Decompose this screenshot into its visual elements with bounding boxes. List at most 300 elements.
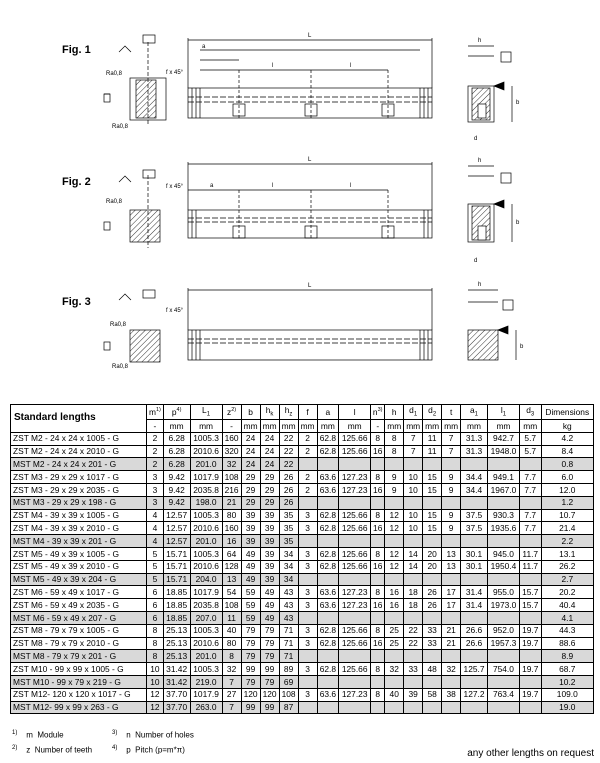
column-header: $z^{2)}$ [222, 405, 241, 420]
table-cell: 8 [371, 663, 385, 676]
table-cell: 21 [442, 637, 461, 650]
table-cell [519, 535, 541, 548]
column-unit: mm [423, 420, 442, 433]
table-cell: 125.66 [339, 624, 371, 637]
table-cell: 31.42 [163, 663, 190, 676]
table-cell: 35 [279, 535, 298, 548]
table-cell: 8 [371, 432, 385, 445]
table-cell: 18.85 [163, 586, 190, 599]
table-cell [298, 701, 317, 714]
fig2-side-view [468, 166, 512, 242]
table-cell [487, 535, 519, 548]
table-cell: 29 [241, 471, 260, 484]
table-cell: 19.7 [519, 688, 541, 701]
table-cell: 125.66 [339, 445, 371, 458]
footnote-1: $^{1)}$ m Module [12, 730, 64, 740]
table-cell: 1017.9 [190, 688, 222, 701]
table-cell: 1017.9 [190, 471, 222, 484]
column-header: h [385, 405, 404, 420]
table-cell: 763.4 [487, 688, 519, 701]
table-cell [339, 496, 371, 509]
table-cell: 26.6 [461, 637, 488, 650]
table-cell [487, 458, 519, 471]
table-cell: 125.66 [339, 509, 371, 522]
table-cell: 16 [371, 445, 385, 458]
table-cell: 19.7 [519, 637, 541, 650]
column-unit: mm [442, 420, 461, 433]
table-cell: 21 [442, 624, 461, 637]
table-cell [442, 496, 461, 509]
table-cell: 7 [404, 432, 423, 445]
table-cell: 37.5 [461, 509, 488, 522]
table-cell: 1948.0 [487, 445, 519, 458]
table-cell: 7.7 [519, 509, 541, 522]
table-cell: 20 [423, 547, 442, 560]
table-cell: 9.42 [163, 483, 190, 496]
column-unit: mm [519, 420, 541, 433]
table-cell: 6.0 [541, 471, 593, 484]
table-cell [519, 650, 541, 663]
table-row [11, 599, 594, 612]
table-cell: 952.0 [487, 624, 519, 637]
table-cell [404, 573, 423, 586]
table-cell: 25.13 [163, 624, 190, 637]
ra-label-4: Ra0,8 [110, 322, 127, 328]
table-cell: 99 [241, 701, 260, 714]
table-cell: 8 [385, 432, 404, 445]
column-unit: mm [163, 420, 190, 433]
footnote-4: $^{4)}$ p Pitch (p=m*π) [112, 745, 185, 755]
table-cell [442, 650, 461, 663]
table-cell [442, 458, 461, 471]
table-row [11, 586, 594, 599]
table-cell: 79 [241, 624, 260, 637]
table-cell: 12 [385, 522, 404, 535]
table-cell: 201.0 [190, 458, 222, 471]
table-cell: 5 [147, 560, 164, 573]
table-cell: 207.0 [190, 611, 222, 624]
table-cell [298, 496, 317, 509]
table-cell: 49 [241, 547, 260, 560]
table-cell: 1005.3 [190, 509, 222, 522]
table-cell: 8 [385, 445, 404, 458]
table-cell: 39 [260, 573, 279, 586]
table-cell: 8 [371, 547, 385, 560]
table-cell: 11.7 [519, 547, 541, 560]
table-cell [371, 701, 385, 714]
table-cell: 2 [147, 445, 164, 458]
table-cell: 1005.3 [190, 663, 222, 676]
table-cell [423, 573, 442, 586]
table-cell: 21.4 [541, 522, 593, 535]
table-cell: 26 [279, 483, 298, 496]
table-row [11, 432, 594, 445]
table-cell: 9 [442, 509, 461, 522]
column-unit: mm [404, 420, 423, 433]
footnote-3: $^{3)}$ n Number of holes [112, 730, 194, 740]
table-cell [385, 573, 404, 586]
table-cell: 99 [260, 663, 279, 676]
table-cell: 930.3 [487, 509, 519, 522]
table-cell [461, 675, 488, 688]
table-cell [442, 573, 461, 586]
table-cell: 8 [371, 509, 385, 522]
column-header: t [442, 405, 461, 420]
column-unit: mm [339, 420, 371, 433]
table-cell: 10 [147, 675, 164, 688]
table-cell: 11 [222, 611, 241, 624]
table-cell: 5 [147, 573, 164, 586]
table-cell: 8 [371, 688, 385, 701]
table-cell: 7 [442, 445, 461, 458]
fig3-rack-view [188, 288, 432, 360]
table-cell: 127.23 [339, 599, 371, 612]
table-cell: 16 [371, 560, 385, 573]
table-cell: 3 [298, 637, 317, 650]
table-row [11, 663, 594, 676]
table-cell: 14 [404, 560, 423, 573]
table-cell: 71 [279, 650, 298, 663]
table-cell: 39 [260, 522, 279, 535]
table-cell [404, 535, 423, 548]
l-label-4: l [350, 183, 352, 189]
table-cell: 68.7 [541, 663, 593, 676]
article-name-cell: ZST M12- 120 x 120 x 1017 - G [11, 688, 147, 701]
table-cell: 3 [298, 560, 317, 573]
table-cell: 43 [279, 586, 298, 599]
table-cell: 2010.6 [190, 522, 222, 535]
ra-label-2: Ra0,8 [112, 124, 129, 130]
article-name-cell: ZST M6 - 59 x 49 x 2035 - G [11, 599, 147, 612]
table-cell: 3 [298, 509, 317, 522]
fig3-side-view [468, 290, 516, 360]
article-name-cell: ZST M10 - 99 x 99 x 1005 - G [11, 663, 147, 676]
table-cell: 87 [279, 701, 298, 714]
table-cell: 79 [260, 675, 279, 688]
table-cell: 5 [147, 547, 164, 560]
table-cell: 7 [222, 701, 241, 714]
table-cell [487, 675, 519, 688]
table-cell: 34 [279, 547, 298, 560]
table-cell: 4 [147, 535, 164, 548]
table-row [11, 611, 594, 624]
table-row [11, 522, 594, 535]
ra-label-5: Ra0,8 [112, 364, 129, 370]
table-cell: 49 [241, 560, 260, 573]
table-row [11, 573, 594, 586]
column-header: Dimensions [541, 405, 593, 420]
table-cell [385, 701, 404, 714]
table-cell: 15.71 [163, 560, 190, 573]
fig2-section-view [104, 170, 160, 248]
table-row [11, 509, 594, 522]
table-cell: 127.23 [339, 688, 371, 701]
table-cell: 1973.0 [487, 599, 519, 612]
column-unit: mm [317, 420, 339, 433]
table-cell: 127.2 [461, 688, 488, 701]
table-cell: 49 [260, 586, 279, 599]
table-cell [385, 650, 404, 663]
table-cell [317, 650, 339, 663]
chamfer-label-1: f x 45° [166, 70, 184, 76]
table-cell [519, 496, 541, 509]
table-cell [298, 611, 317, 624]
table-cell: 10.7 [541, 509, 593, 522]
table-cell [461, 458, 488, 471]
table-cell: 17 [442, 599, 461, 612]
table-cell: 201.0 [190, 650, 222, 663]
column-unit: mm [279, 420, 298, 433]
article-name-cell: ZST M8 - 79 x 79 x 2010 - G [11, 637, 147, 650]
table-cell: 31.3 [461, 445, 488, 458]
table-cell [461, 573, 488, 586]
table-cell: 25 [385, 637, 404, 650]
table-cell [317, 458, 339, 471]
article-name-cell: MST M2 - 24 x 24 x 201 - G [11, 458, 147, 471]
column-unit: mm [461, 420, 488, 433]
table-cell: 39 [404, 688, 423, 701]
table-cell [519, 611, 541, 624]
table-cell: 30.1 [461, 560, 488, 573]
table-cell: 29 [260, 483, 279, 496]
table-row [11, 650, 594, 663]
table-row [11, 458, 594, 471]
article-name-cell: MST M10 - 99 x 79 x 219 - G [11, 675, 147, 688]
table-cell [461, 701, 488, 714]
table-cell [339, 701, 371, 714]
table-cell [423, 496, 442, 509]
table-cell: 49 [260, 611, 279, 624]
table-cell: 15.7 [519, 599, 541, 612]
table-cell: 3 [298, 624, 317, 637]
table-cell: 19.7 [519, 624, 541, 637]
footnote-2: $^{2)}$ z Number of teeth [12, 745, 93, 755]
table-cell: 15 [423, 483, 442, 496]
table-cell: 2.2 [541, 535, 593, 548]
table-cell: 8.9 [541, 650, 593, 663]
table-row [11, 496, 594, 509]
fig1-section-view [104, 35, 166, 125]
table-cell: 8 [147, 624, 164, 637]
l-label-2: l [350, 63, 352, 69]
table-cell: 18.85 [163, 599, 190, 612]
table-row [11, 547, 594, 560]
table-header-row [11, 405, 594, 420]
table-cell: 71 [279, 637, 298, 650]
table-cell: 5.7 [519, 445, 541, 458]
table-cell: 16 [371, 483, 385, 496]
table-cell: 10 [147, 663, 164, 676]
table-row [11, 471, 594, 484]
table-cell: 63.6 [317, 688, 339, 701]
table-cell: 44.3 [541, 624, 593, 637]
column-header: $d_1$ [404, 405, 423, 420]
table-cell [339, 535, 371, 548]
table-cell: 12 [385, 509, 404, 522]
table-cell: 43 [279, 599, 298, 612]
table-cell [404, 458, 423, 471]
table-cell: 63.6 [317, 586, 339, 599]
request-note: any other lengths on request [467, 748, 594, 759]
column-header: $d_2$ [423, 405, 442, 420]
table-cell [423, 675, 442, 688]
table-cell [317, 573, 339, 586]
table-cell: 69 [279, 675, 298, 688]
table-cell [461, 535, 488, 548]
table-cell: 3 [147, 483, 164, 496]
table-cell: 15 [423, 471, 442, 484]
ra-label-1: Ra0,8 [106, 71, 123, 77]
table-cell: 128 [222, 560, 241, 573]
article-name-cell: ZST M2 - 24 x 24 x 2010 - G [11, 445, 147, 458]
table-row [11, 675, 594, 688]
column-header: l [339, 405, 371, 420]
fig2-label: Fig. 2 [62, 176, 91, 188]
table-cell: 88.6 [541, 637, 593, 650]
table-cell [371, 611, 385, 624]
table-cell: 6 [147, 586, 164, 599]
table-cell: 10 [404, 509, 423, 522]
article-name-cell: ZST M5 - 49 x 39 x 1005 - G [11, 547, 147, 560]
table-cell: 10 [404, 471, 423, 484]
l1-label-2: L [308, 157, 312, 163]
table-cell: 18.85 [163, 611, 190, 624]
table-cell: 33 [404, 663, 423, 676]
table-cell: 2.7 [541, 573, 593, 586]
table-cell [404, 611, 423, 624]
table-cell: 16 [371, 599, 385, 612]
table-cell: 7 [222, 675, 241, 688]
column-header: $m^{1)}$ [147, 405, 164, 420]
table-cell: 62.8 [317, 522, 339, 535]
table-cell: 62.8 [317, 547, 339, 560]
table-cell: 62.8 [317, 663, 339, 676]
table-cell: 125.66 [339, 547, 371, 560]
table-row [11, 637, 594, 650]
fig1-rack-view [188, 38, 432, 120]
table-cell: 8 [222, 650, 241, 663]
article-name-cell: ZST M3 - 29 x 29 x 1017 - G [11, 471, 147, 484]
table-cell: 16 [371, 522, 385, 535]
column-unit: mm [190, 420, 222, 433]
table-row [11, 483, 594, 496]
table-cell: 125.66 [339, 560, 371, 573]
table-cell: 24 [260, 432, 279, 445]
table-cell: 37.70 [163, 688, 190, 701]
column-unit: - [147, 420, 164, 433]
table-cell: 12.0 [541, 483, 593, 496]
table-cell: 198.0 [190, 496, 222, 509]
table-cell: 2010.6 [190, 445, 222, 458]
table-cell: 32 [222, 663, 241, 676]
column-unit: - [371, 420, 385, 433]
table-cell [487, 496, 519, 509]
table-cell [519, 701, 541, 714]
table-cell: 7.7 [519, 471, 541, 484]
table-cell: 35 [279, 509, 298, 522]
table-cell: 19.0 [541, 701, 593, 714]
table-cell: 2 [147, 458, 164, 471]
fig1-label: Fig. 1 [62, 44, 91, 56]
table-row [11, 445, 594, 458]
table-cell: 31.4 [461, 599, 488, 612]
table-cell [461, 496, 488, 509]
article-name-cell: ZST M8 - 79 x 79 x 1005 - G [11, 624, 147, 637]
table-cell [385, 496, 404, 509]
table-cell: 3 [147, 496, 164, 509]
table-cell: 48 [423, 663, 442, 676]
table-cell: 26 [423, 599, 442, 612]
table-cell: 1935.6 [487, 522, 519, 535]
table-cell [519, 675, 541, 688]
table-cell: 6.28 [163, 445, 190, 458]
table-cell: 7.7 [519, 483, 541, 496]
table-cell [385, 611, 404, 624]
table-cell: 22 [279, 432, 298, 445]
table-cell: 26.2 [541, 560, 593, 573]
column-unit: mm [260, 420, 279, 433]
article-name-cell: ZST M6 - 59 x 49 x 1017 - G [11, 586, 147, 599]
table-cell: 754.0 [487, 663, 519, 676]
table-cell: 201.0 [190, 535, 222, 548]
table-cell: 3 [298, 547, 317, 560]
table-cell: 22 [404, 637, 423, 650]
article-name-cell: MST M8 - 79 x 79 x 201 - G [11, 650, 147, 663]
hk-label-2: h [478, 158, 482, 164]
table-cell: 1950.4 [487, 560, 519, 573]
table-cell: 26 [423, 586, 442, 599]
table-cell: 39 [241, 535, 260, 548]
column-header: $h_k$ [260, 405, 279, 420]
l1-label-3: L [308, 283, 312, 289]
table-cell: 31.3 [461, 432, 488, 445]
article-name-cell: MST M5 - 49 x 39 x 204 - G [11, 573, 147, 586]
table-cell: 21 [222, 496, 241, 509]
table-cell [371, 675, 385, 688]
table-cell: 39 [260, 560, 279, 573]
table-cell: 16 [385, 586, 404, 599]
table-cell: 31.42 [163, 675, 190, 688]
table-cell: 32 [222, 458, 241, 471]
table-row [11, 535, 594, 548]
table-cell: 32 [385, 663, 404, 676]
table-cell [317, 535, 339, 548]
a-label-2: a [210, 183, 214, 189]
table-cell: 5.7 [519, 432, 541, 445]
hk-label-1: h [478, 38, 482, 44]
table-cell: 2 [298, 483, 317, 496]
table-cell: 79 [241, 675, 260, 688]
table-cell: 8 [371, 586, 385, 599]
table-cell: 39 [260, 547, 279, 560]
table-cell: 8 [371, 624, 385, 637]
table-cell: 62.8 [317, 624, 339, 637]
table-cell [339, 573, 371, 586]
table-cell: 33 [423, 624, 442, 637]
table-cell: 34.4 [461, 471, 488, 484]
table-cell [339, 675, 371, 688]
table-cell [423, 650, 442, 663]
table-cell: 49 [260, 599, 279, 612]
table-cell: 20.2 [541, 586, 593, 599]
table-cell: 1957.3 [487, 637, 519, 650]
table-cell: 30.1 [461, 547, 488, 560]
table-cell: 1005.3 [190, 624, 222, 637]
hk-label-3: h [478, 282, 482, 288]
table-cell: 19.7 [519, 663, 541, 676]
chamfer-label-3: f x 45° [166, 308, 184, 314]
table-cell: 3 [298, 688, 317, 701]
